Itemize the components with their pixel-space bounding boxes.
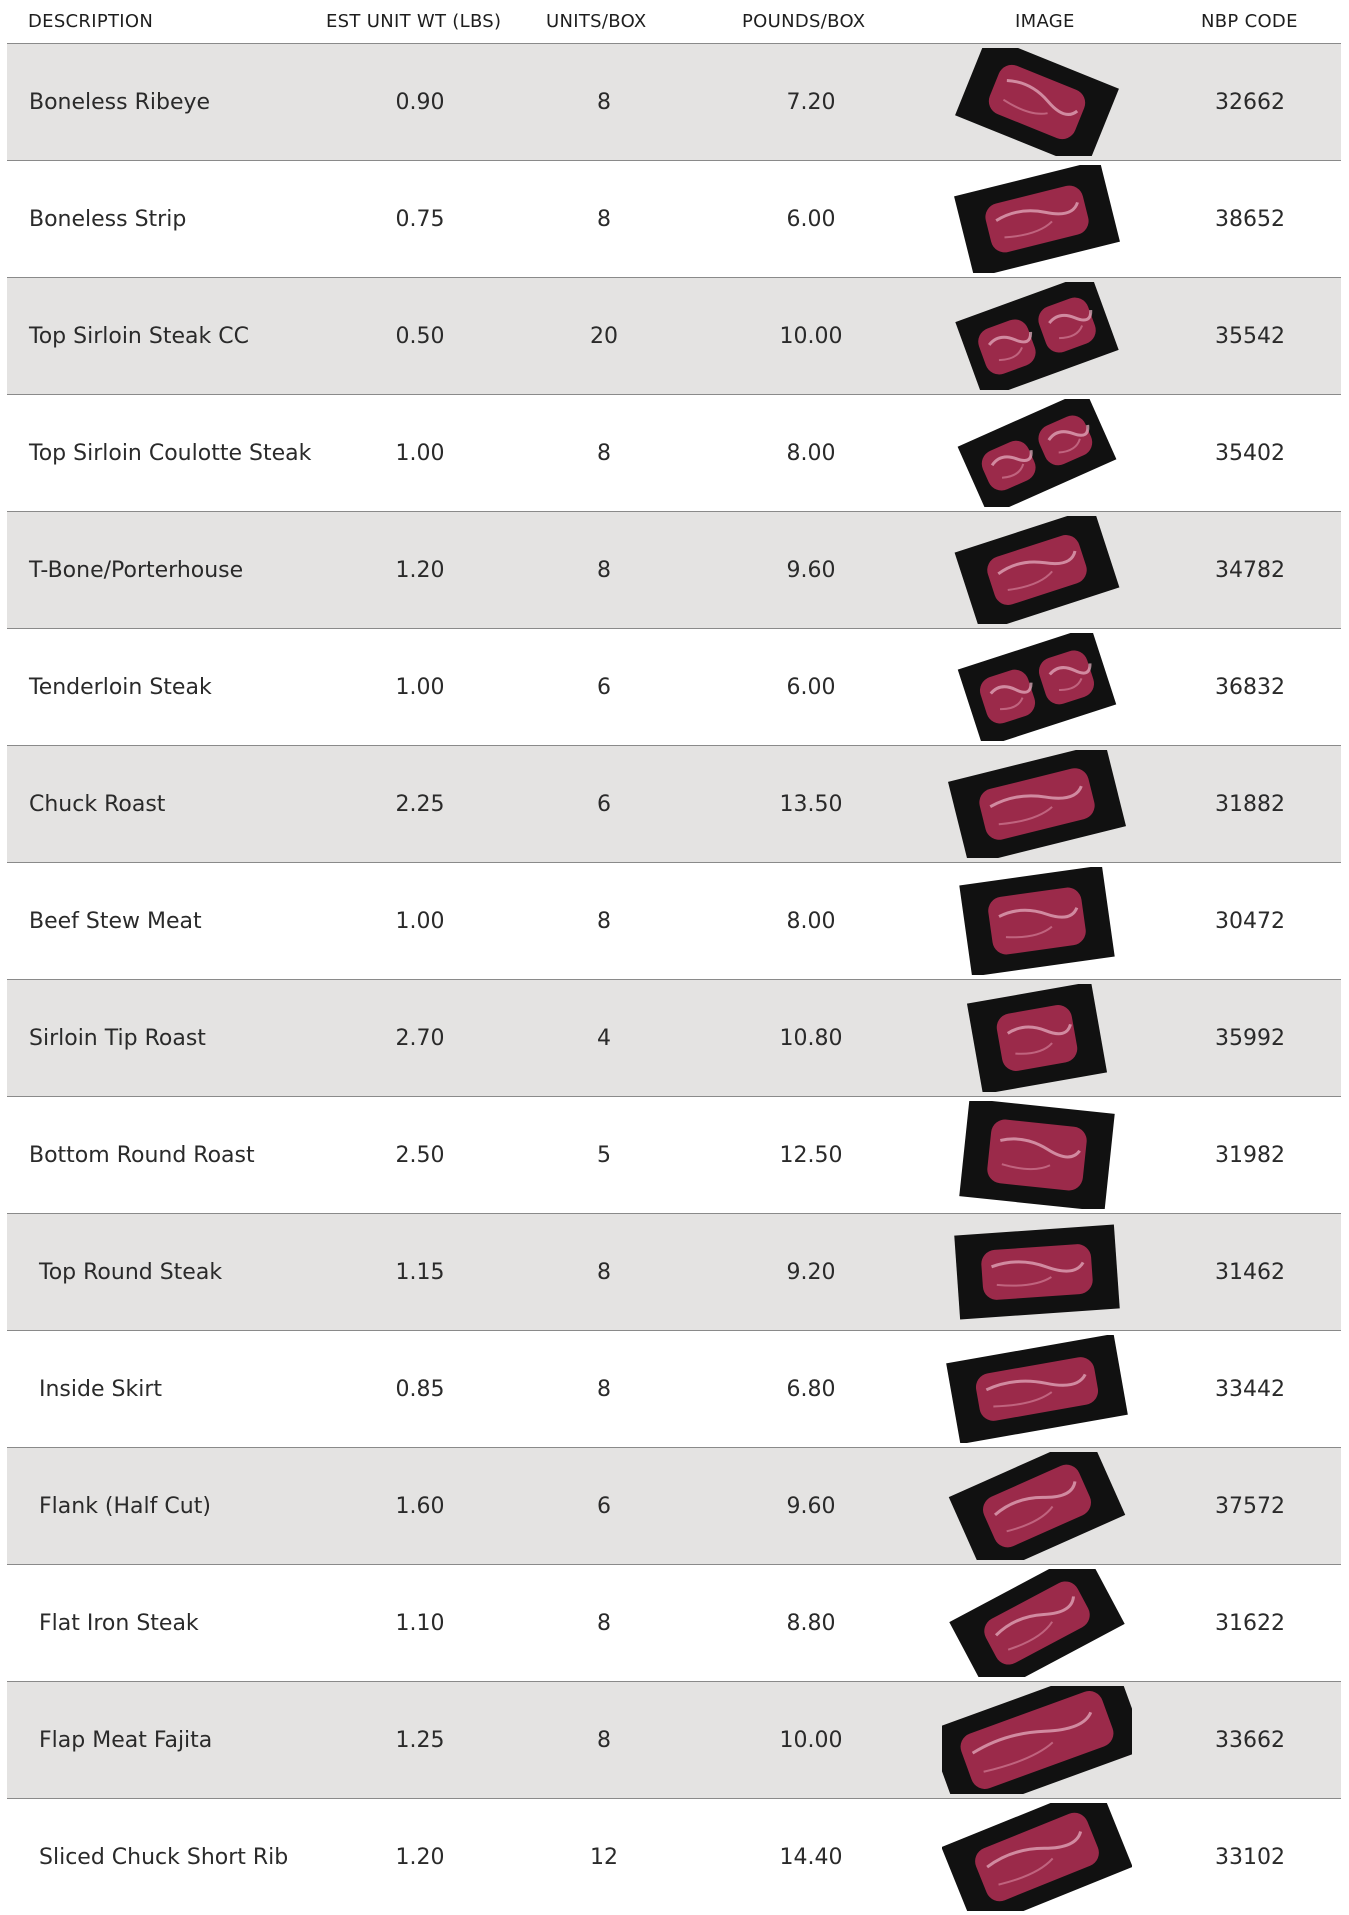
- nbp-code-cell: 31622: [1215, 1610, 1285, 1636]
- header-pounds-box: POUNDS/BOX: [742, 11, 866, 32]
- description-cell: Tenderloin Steak: [29, 674, 212, 700]
- description-cell: Flank (Half Cut): [39, 1493, 211, 1519]
- units-box-cell: 12: [590, 1844, 618, 1870]
- pounds-box-cell: 6.80: [786, 1376, 836, 1402]
- nbp-code-cell: 31462: [1215, 1259, 1285, 1285]
- table-row: [7, 979, 1341, 1096]
- image-cell: [937, 1799, 1137, 1915]
- est-unit-wt-cell: 1.20: [395, 1844, 445, 1870]
- sirloin-tip-roast-package-icon: [942, 984, 1132, 1092]
- est-unit-wt-cell: 0.50: [395, 323, 445, 349]
- image-cell: [937, 161, 1137, 277]
- est-unit-wt-cell: 1.00: [395, 908, 445, 934]
- image-cell: [937, 1565, 1137, 1681]
- table-row: [7, 43, 1341, 160]
- tenderloin-steak-package-icon: [942, 633, 1132, 741]
- description-cell: Beef Stew Meat: [29, 908, 202, 934]
- image-cell: [937, 1448, 1137, 1564]
- nbp-code-cell: 35992: [1215, 1025, 1285, 1051]
- table-row: [7, 745, 1341, 862]
- header-est-unit-wt: EST UNIT WT (LBS): [326, 11, 502, 32]
- units-box-cell: 4: [597, 1025, 611, 1051]
- nbp-code-cell: 30472: [1215, 908, 1285, 934]
- description-cell: Flat Iron Steak: [39, 1610, 199, 1636]
- units-box-cell: 8: [597, 1727, 611, 1753]
- nbp-code-cell: 33102: [1215, 1844, 1285, 1870]
- table-row: [7, 394, 1341, 511]
- table-row: [7, 1096, 1341, 1213]
- header-units-box: UNITS/BOX: [546, 11, 647, 32]
- description-cell: Top Sirloin Steak CC: [29, 323, 249, 349]
- header-nbp-code: NBP CODE: [1201, 11, 1298, 32]
- image-cell: [937, 1214, 1137, 1330]
- chuck-roast-package-icon: [942, 750, 1132, 858]
- pounds-box-cell: 8.00: [786, 908, 836, 934]
- description-cell: Top Round Steak: [39, 1259, 223, 1285]
- image-cell: [937, 1331, 1137, 1447]
- est-unit-wt-cell: 0.90: [395, 89, 445, 115]
- table-header: [0, 0, 1349, 43]
- description-cell: Sirloin Tip Roast: [29, 1025, 206, 1051]
- flank-package-icon: [942, 1452, 1132, 1560]
- table-row: [7, 277, 1341, 394]
- image-cell: [937, 1097, 1137, 1213]
- nbp-code-cell: 32662: [1215, 89, 1285, 115]
- flat-iron-package-icon: [942, 1569, 1132, 1677]
- bottom-round-roast-package-icon: [942, 1101, 1132, 1209]
- units-box-cell: 8: [597, 440, 611, 466]
- est-unit-wt-cell: 1.00: [395, 440, 445, 466]
- image-cell: [937, 278, 1137, 394]
- units-box-cell: 6: [597, 791, 611, 817]
- nbp-code-cell: 33662: [1215, 1727, 1285, 1753]
- est-unit-wt-cell: 0.75: [395, 206, 445, 232]
- units-box-cell: 8: [597, 908, 611, 934]
- table-row: [7, 1447, 1341, 1564]
- description-cell: Inside Skirt: [39, 1376, 162, 1402]
- pounds-box-cell: 14.40: [779, 1844, 843, 1870]
- nbp-code-cell: 31882: [1215, 791, 1285, 817]
- product-table: [7, 43, 1341, 1915]
- pounds-box-cell: 8.80: [786, 1610, 836, 1636]
- nbp-code-cell: 31982: [1215, 1142, 1285, 1168]
- pounds-box-cell: 6.00: [786, 206, 836, 232]
- nbp-code-cell: 35402: [1215, 440, 1285, 466]
- description-cell: Boneless Ribeye: [29, 89, 211, 115]
- description-cell: Sliced Chuck Short Rib: [39, 1844, 289, 1870]
- nbp-code-cell: 36832: [1215, 674, 1285, 700]
- table-row: [7, 628, 1341, 745]
- pounds-box-cell: 8.00: [786, 440, 836, 466]
- header-description: DESCRIPTION: [28, 11, 154, 32]
- units-box-cell: 8: [597, 1610, 611, 1636]
- image-cell: [937, 44, 1137, 160]
- image-cell: [937, 746, 1137, 862]
- pounds-box-cell: 10.80: [779, 1025, 843, 1051]
- pounds-box-cell: 9.60: [786, 557, 836, 583]
- package-tray: [958, 399, 1117, 507]
- image-cell: [937, 395, 1137, 511]
- coulotte-steak-package-icon: [942, 399, 1132, 507]
- est-unit-wt-cell: 2.70: [395, 1025, 445, 1051]
- table-row: [7, 1564, 1341, 1681]
- pounds-box-cell: 9.60: [786, 1493, 836, 1519]
- meat-cut: [980, 1243, 1093, 1301]
- description-cell: Bottom Round Roast: [29, 1142, 255, 1168]
- units-box-cell: 8: [597, 557, 611, 583]
- description-cell: T-Bone/Porterhouse: [29, 557, 244, 583]
- pounds-box-cell: 10.00: [779, 1727, 843, 1753]
- image-cell: [937, 980, 1137, 1096]
- boneless-ribeye-package-icon: [942, 48, 1132, 156]
- top-sirloin-steak-package-icon: [942, 282, 1132, 390]
- description-cell: Boneless Strip: [29, 206, 187, 232]
- pounds-box-cell: 6.00: [786, 674, 836, 700]
- units-box-cell: 5: [597, 1142, 611, 1168]
- est-unit-wt-cell: 2.25: [395, 791, 445, 817]
- description-cell: Chuck Roast: [29, 791, 166, 817]
- inside-skirt-package-icon: [942, 1335, 1132, 1443]
- table-row: [7, 1798, 1341, 1915]
- nbp-code-cell: 34782: [1215, 557, 1285, 583]
- description-cell: Top Sirloin Coulotte Steak: [29, 440, 312, 466]
- flap-meat-package-icon: [942, 1686, 1132, 1794]
- t-bone-package-icon: [942, 516, 1132, 624]
- units-box-cell: 6: [597, 674, 611, 700]
- nbp-code-cell: 38652: [1215, 206, 1285, 232]
- header-image: IMAGE: [1015, 11, 1075, 32]
- est-unit-wt-cell: 1.25: [395, 1727, 445, 1753]
- units-box-cell: 8: [597, 1259, 611, 1285]
- image-cell: [937, 1682, 1137, 1798]
- table-row: [7, 160, 1341, 277]
- est-unit-wt-cell: 1.10: [395, 1610, 445, 1636]
- est-unit-wt-cell: 1.00: [395, 674, 445, 700]
- pounds-box-cell: 13.50: [779, 791, 843, 817]
- stew-meat-package-icon: [942, 867, 1132, 975]
- nbp-code-cell: 33442: [1215, 1376, 1285, 1402]
- table-row: [7, 511, 1341, 628]
- units-box-cell: 6: [597, 1493, 611, 1519]
- nbp-code-cell: 37572: [1215, 1493, 1285, 1519]
- table-row: [7, 1330, 1341, 1447]
- table-row: [7, 1213, 1341, 1330]
- image-cell: [937, 863, 1137, 979]
- description-cell: Flap Meat Fajita: [39, 1727, 213, 1753]
- units-box-cell: 8: [597, 206, 611, 232]
- table-row: [7, 1681, 1341, 1798]
- pounds-box-cell: 12.50: [779, 1142, 843, 1168]
- pounds-box-cell: 9.20: [786, 1259, 836, 1285]
- est-unit-wt-cell: 1.20: [395, 557, 445, 583]
- pounds-box-cell: 10.00: [779, 323, 843, 349]
- short-rib-package-icon: [942, 1803, 1132, 1911]
- est-unit-wt-cell: 1.15: [395, 1259, 445, 1285]
- units-box-cell: 8: [597, 1376, 611, 1402]
- table-row: [7, 862, 1341, 979]
- boneless-strip-package-icon: [942, 165, 1132, 273]
- image-cell: [937, 629, 1137, 745]
- units-box-cell: 8: [597, 89, 611, 115]
- pounds-box-cell: 7.20: [786, 89, 836, 115]
- units-box-cell: 20: [590, 323, 618, 349]
- est-unit-wt-cell: 2.50: [395, 1142, 445, 1168]
- image-cell: [937, 512, 1137, 628]
- nbp-code-cell: 35542: [1215, 323, 1285, 349]
- est-unit-wt-cell: 1.60: [395, 1493, 445, 1519]
- est-unit-wt-cell: 0.85: [395, 1376, 445, 1402]
- top-round-steak-package-icon: [942, 1218, 1132, 1326]
